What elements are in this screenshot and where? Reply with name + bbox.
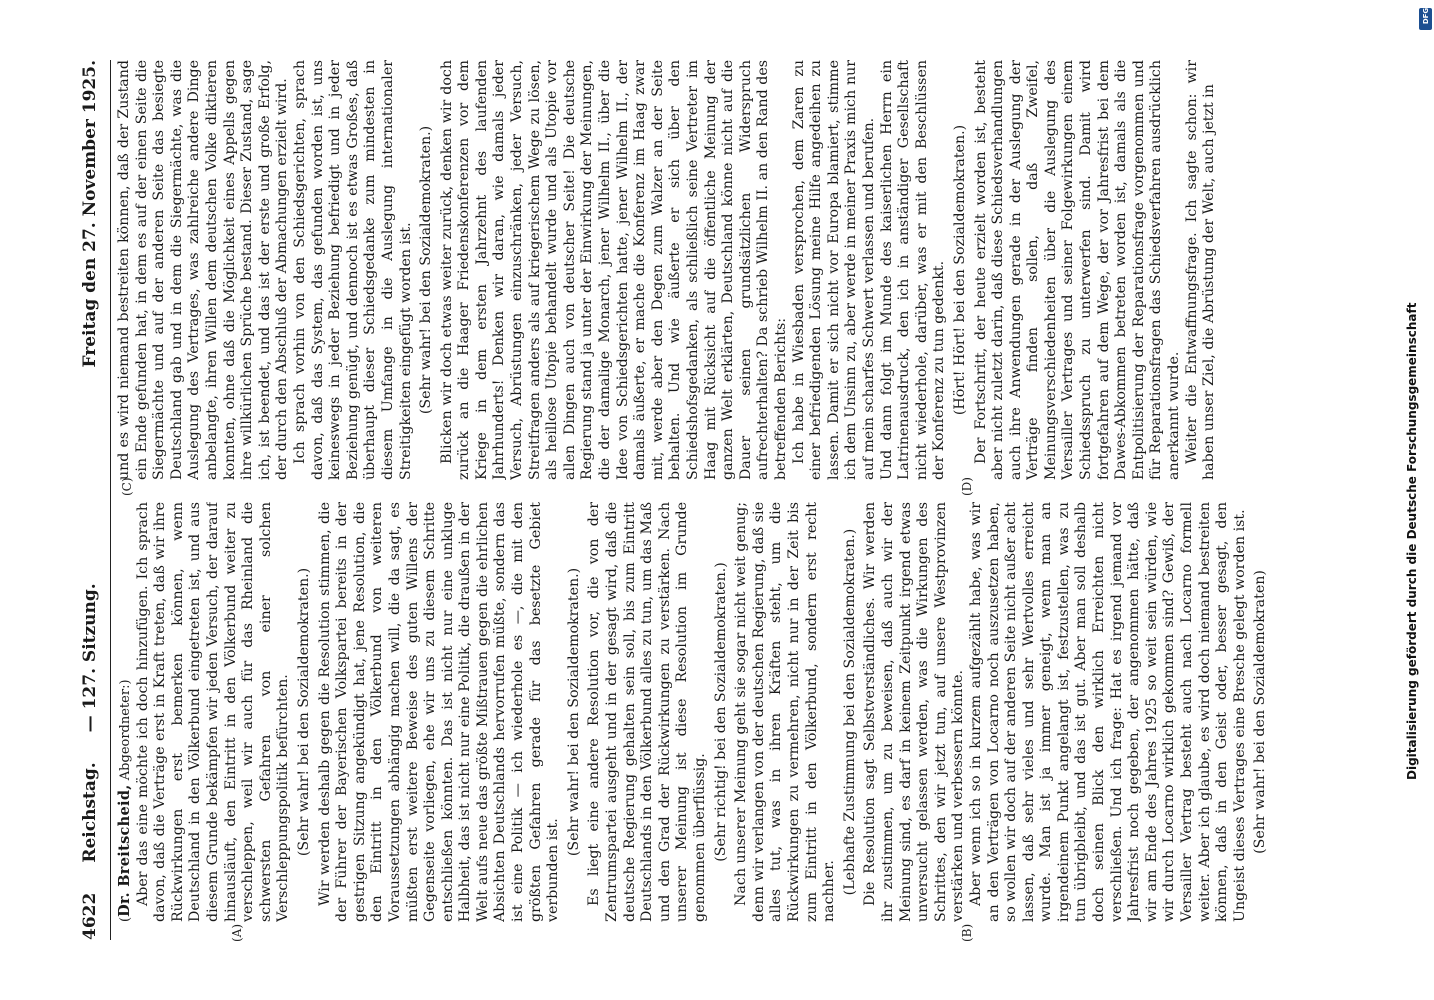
interjection: (Sehr wahr! bei den Sozialdemokraten.)	[565, 567, 582, 857]
paragraph: Und dann folgt im Munde des kaiserlichen Herrn ein Latrinenausdruck, den ich in anständiger Gesellschaft nicht wiederhole, darüber, was er mit den Beschlüssen der Konferenz zu tun gedenkt.	[878, 60, 948, 480]
left-column	[116, 502, 1356, 922]
head-body-name: Reichstag.	[80, 762, 100, 863]
digitization-credit	[1401, 10, 1423, 780]
head-session: — 127. Sitzung.	[80, 583, 100, 733]
paragraph: Der Fortschritt, der heute erzielt worden ist, besteht aber nicht zuletzt darin, daß diese Schiedsverhandlungen auch ihre Anwendungen gerade in der Auslegung der Verträge finden sollen, daß Zweifel, Meinungsverschiedenheiten über die Auslegung des Versailler Vertrages und seiner Folgewirkungen einem Schiedsspruch zu unterwerfen sind. Damit wird fortgefahren auf dem Wege, der vor Jahresfrist bei dem Dawes-Abkommen betreten worden ist, damals als die Entpolitisierung der Reparationsfrage vorgenommen und für Reparationsfragen das Schiedsverfahren ausdrücklich anerkannt wurde.	[972, 60, 1183, 480]
speaker-role: Abgeordneter:	[118, 684, 133, 781]
interjection: (Hört! Hört! bei den Sozialdemokraten.)	[951, 124, 968, 416]
paragraph: Die Resolution sagt Selbstverständliches. Wir werden ihr zustimmen, um zu beweisen, daß auch wir der Meinung sind, es darf in keinem Zeitpunkt irgend etwas unversucht gelassen werden, was die Wirkungen des Schrittes, den wir jetzt tun, auf unsere Westprovinzen verstärken und verbessern könnte.	[862, 502, 967, 922]
margin-letter-a: (A)	[230, 923, 244, 942]
margin-letter-d: (D)	[960, 477, 974, 496]
margin-letter-b: (B)	[960, 923, 974, 942]
interjection: (Sehr wahr! bei den Sozialdemokraten)	[1252, 570, 1269, 854]
speaker-line: (Dr. Breitscheid, Abgeordneter:)	[116, 679, 133, 922]
page-number: 4622	[80, 892, 100, 940]
paragraph: und es wird niemand bestreiten können, daß der Zustand ein Ende gefunden hat, in dem es auf der einen Seite die Siegermächte und auf der anderen Seite das besiegte Deutschland gab und in dem die Siegermächte, was die Auslegung des Vertrages, was zahlreiche andere Dinge anbelangte, ihren Willen dem deutschen Volke diktieren konnten, ohne daß die Möglichkeit eines Appells gegen ihre willkürlichen Sprüche bestand. Dieser Zustand, sage ich, ist beendet, und das ist der erste und große Erfolg, der durch den Abschluß der Abmachungen erzielt wird.	[116, 60, 291, 480]
paragraph: Nach unserer Meinung geht sie sogar nicht weit genug; denn wir verlangen von der deutschen Regierung, daß sie alles tut, was in ihren Kräften steht, um die Rückwirkungen zu vermehren, nicht nur in der Zeit bis zum Eintritt in den Völkerbund, sondern erst recht nachher.	[733, 502, 838, 922]
interjection: (Sehr wahr! bei den Sozialdemokraten.)	[418, 125, 435, 415]
paragraph: Blicken wir doch etwas weiter zurück, denken wir doch zurück an die Haager Friedenskonferenzen vor dem Kriege in dem ersten Jahrzehnt des laufenden Jahrhunderts! Denken wir daran, wie damals jeder Versuch, Abrüstungen einzuschränken, jeder Versuch, Streitfragen anders als auf kriegerischem Wege zu lösen, als heillose Utopie behandelt wurde und als Utopie vor allen Dingen auch von deutscher Seite! Die deutsche Regierung stand ja unter der Einwirkung der Meinungen, die der damalige Monarch, jener Wilhelm II., über die Idee von Schiedsgerichten hatte, jener Wilhelm II., der damals äußerte, er mache die Konferenz im Haag zwar mit, werde aber den Degen zum Walzer an der Seite behalten. Und wie äußerte er sich über den Schiedshofsgedanken, als schließlich seine Vertreter im Haag mit Rücksicht auf die öffentliche Meinung der ganzen Welt erklärten, Deutschland könne nicht auf die Dauer seinen grundsätzlichen Widerspruch aufrechterhalten? Da schrieb Wilhelm II. an den Rand des betreffenden Berichts:	[438, 60, 789, 480]
logo-text: DFG	[1422, 7, 1430, 25]
paragraph: Wir werden deshalb gegen die Resolution stimmen, die der Führer der Bayerischen Volkspartei bereits in der gestrigen Sitzung angekündigt hat, jene Resolution, die den Eintritt in den Völkerbund von weiteren Voraussetzungen abhängig machen will, die da sagt, es müßten erst weitere Beweise des guten Willens der Gegenseite vorliegen, ehe wir uns zu diesem Schritte entschließen könnten. Das ist nicht nur eine unkluge Halbheit, das ist nicht nur eine Politik, die draußen in der Welt aufs neue das größte Mißtrauen gegen die ehrlichen Absichten Deutschlands hervorrufen müßte, sondern das ist eine Politik — ich wiederhole es —, die mit den größten Gefahren gerade für das besetzte Gebiet verbunden ist.	[316, 502, 562, 922]
paragraph: Aber wenn ich so in kurzem aufgezählt habe, was wir an den Verträgen von Locarno noch auszusetzen haben, so wollen wir doch auf der anderen Seite nicht außer acht lassen, daß sehr vieles und sehr Wertvolles erreicht wurde. Man ist ja immer geneigt, wenn man an irgendeinem Punkt angelangt ist, festzustellen, was zu tun übrigbleibt, und das ist gut. Aber man soll deshalb doch seinen Blick den wirklich Erreichten nicht verschließen. Und ich frage: Hat es irgend jemand vor Jahresfrist noch gegeben, der angenommen hätte, daß wir am Ende des Jahres 1925 so weit sein würden, wie wir durch Locarno wirklich gekommen sind? Gewiß, der Versailler Vertrag besteht auch nach Locarno formell weiter. Aber ich glaube, es wird doch niemand bestreiten können, daß in den Geist oder, besser gesagt, den Ungeist dieses Vertrages eine Bresche gelegt worden ist.	[967, 502, 1248, 922]
document-page	[80, 60, 1370, 940]
paragraph: Es liegt eine andere Resolution vor, die von der Zentrumspartei ausgeht und in der gesagt wird, daß die deutsche Regierung gehalten sein soll, bis zum Eintritt Deutschlands in den Völkerbund alles zu tun, um das Maß und den Grad der Rückwirkungen zu verstärken. Nach unserer Meinung ist diese Resolution im Grunde genommen überflüssig.	[586, 502, 708, 922]
paragraph: Weiter die Entwaffnungsfrage. Ich sagte schon: wir haben unser Ziel, die Abrüstung der Welt, auch jetzt in	[1183, 60, 1218, 480]
speaker-name: Dr. Breitscheid,	[116, 784, 133, 917]
running-head-left	[80, 583, 100, 940]
credit-text: Digitalisierung gefördert durch die Deutsche Forschungsgemeinschaft	[1405, 302, 1419, 780]
header-rule	[110, 60, 111, 940]
interjection: (Sehr richtig! bei den Sozialdemokraten.)	[712, 562, 729, 862]
right-column	[116, 60, 1356, 480]
margin-letter-c: (C)	[120, 477, 134, 496]
dfg-logo-icon	[1419, 8, 1432, 30]
paragraph: Aber das eine möchte ich doch hinzufügen. Ich sprach davon, daß die Verträge erst in Kraft treten, daß wir ihre Rückwirkungen erst bemerken können, wenn Deutschland in den Völkerbund eingetreten ist, und aus diesem Grunde bekämpfen wir jeden Versuch, der darauf hinausläuft, den Eintritt in den Völkerbund weiter zu verschleppen, weil wir auch für das Rheinland die schwersten Gefahren von einer solchen Verschleppungspolitik befürchten.	[134, 502, 292, 922]
running-head	[80, 60, 108, 940]
paragraph: Ich sprach vorhin von den Schiedsgerichten, sprach davon, daß das System, das gefunden worden ist, uns keineswegs in jeder Beziehung befriedigt und in jeder Beziehung genügt, und dennoch ist es etwas Großes, daß überhaupt dieser Schiedsgedanke zum mindesten in diesem Umfange in die Auslegung internationaler Streitigkeiten eingefügt worden ist.	[291, 60, 414, 480]
interjection: (Sehr wahr! bei den Sozialdemokraten.)	[295, 567, 312, 857]
quotation: Ich habe in Wiesbaden versprochen, dem Zaren zu einer befriedigenden Lösung meine Hilfe angedeihen zu lassen. Damit er sich nicht vor Europa blamiert, stimme ich dem Unsinn zu, aber werde in meiner Praxis mich nur auf mein scharfes Schwert verlassen und berufen.	[790, 60, 877, 480]
head-date: Freitag den 27. November 1925.	[80, 60, 100, 368]
interjection: (Lebhafte Zustimmung bei den Sozialdemokraten.)	[841, 528, 858, 896]
